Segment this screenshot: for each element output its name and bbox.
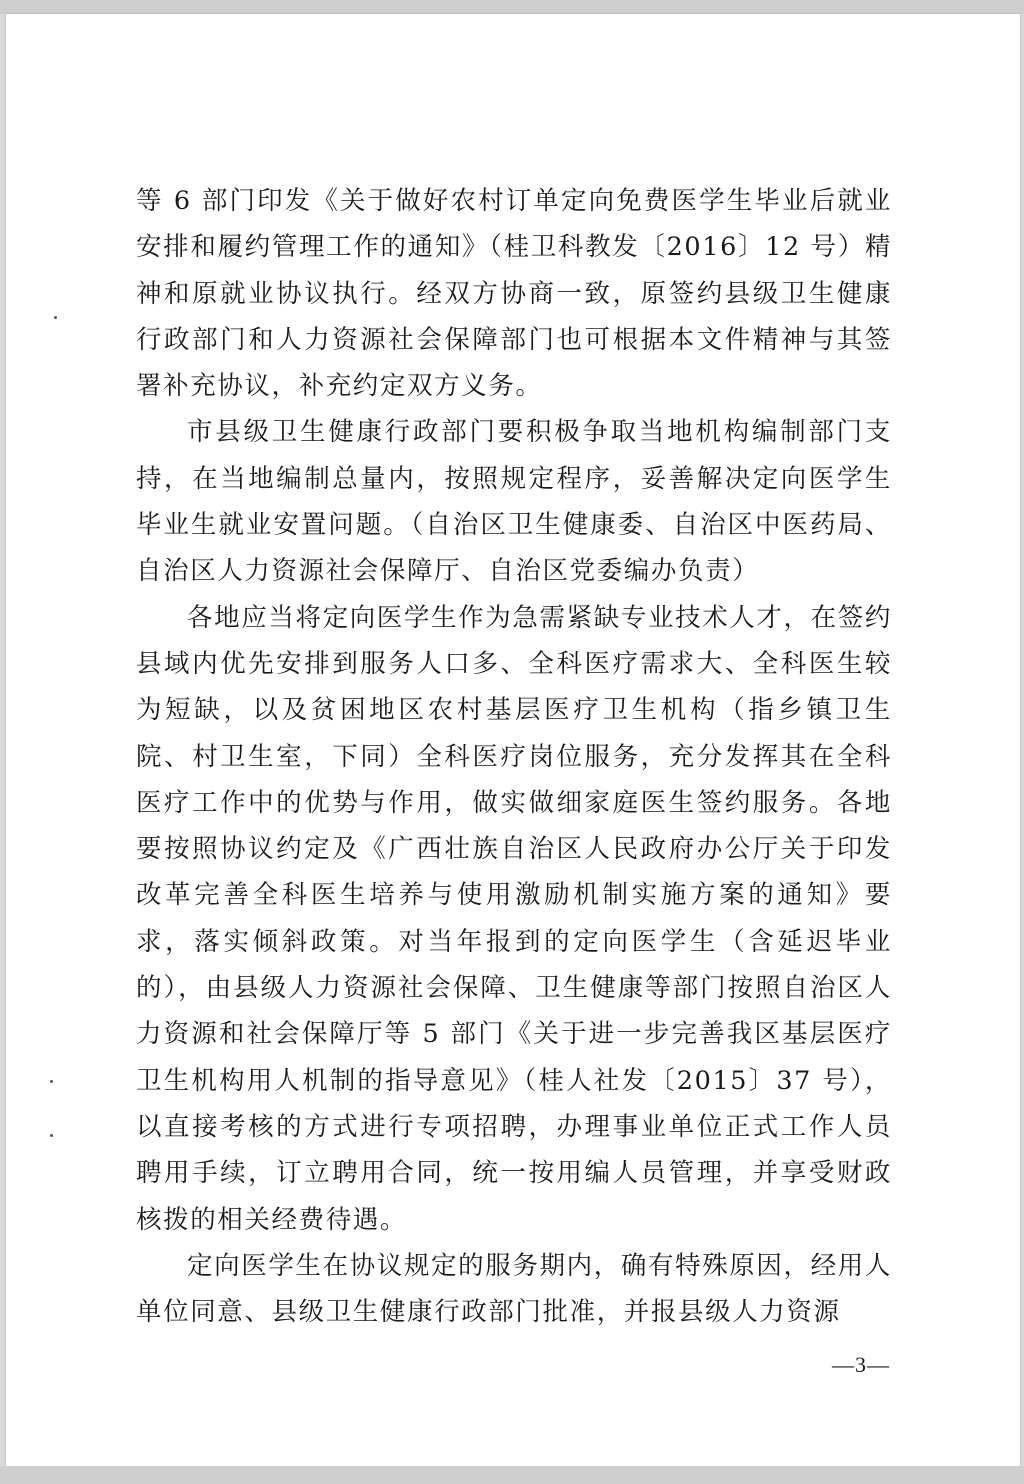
top-edge: [0, 0, 1024, 14]
page-number: —3—: [832, 1352, 890, 1377]
document-body: [136, 178, 892, 1335]
margin-mark: [50, 1080, 53, 1083]
bottom-edge: [0, 1466, 1024, 1484]
paragraph-1: 等 6 部门印发《关于做好农村订单定向免费医学生毕业后就业安排和履约管理工作的通知》（桂卫科教发〔2016〕12 号）精神和原就业协议执行。经双方协商一致，原签约县级卫生健康行政部门和人力资源社会保障部门也可根据本文件精神与其签署补充协议，补充约定双方义务。: [136, 186, 892, 402]
margin-mark: [54, 316, 57, 319]
paragraph-4: 定向医学生在协议规定的服务期内，确有特殊原因，经用人单位同意、县级卫生健康行政部门批准，并报县级人力资源: [136, 1250, 892, 1328]
paragraph-2: 市县级卫生健康行政部门要积极争取当地机构编制部门支持，在当地编制总量内，按照规定程序，妥善解决定向医学生毕业生就业安置问题。（自治区卫生健康委、自治区中医药局、自治区人力资源社会保障厅、自治区党委编办负责）: [136, 417, 892, 587]
margin-mark: [50, 1134, 53, 1137]
paragraph-3: 各地应当将定向医学生作为急需紧缺专业技术人才，在签约县域内优先安排到服务人口多、全科医疗需求大、全科医生较为短缺，以及贫困地区农村基层医疗卫生机构（指乡镇卫生院、村卫生室，下同）全科医疗岗位服务，充分发挥其在全科医疗工作中的优势与作用，做实做细家庭医生签约服务。各地要按照协议约定及《广西壮族自治区人民政府办公厅关于印发改革完善全科医生培养与使用激励机制实施方案的通知》要求，落实倾斜政策。对当年报到的定向医学生（含延迟毕业的），由县级人力资源社会保障、卫生健康等部门按照自治区人力资源和社会保障厅等 5 部门《关于进一步完善我区基层医疗卫生机构用人机制的指导意见》（桂人社发〔2015〕37 号），以直接考核的方式进行专项招聘，办理事业单位正式工作人员聘用手续，订立聘用合同，统一按用编人员管理，并享受财政核拨的相关经费待遇。: [136, 602, 892, 1235]
